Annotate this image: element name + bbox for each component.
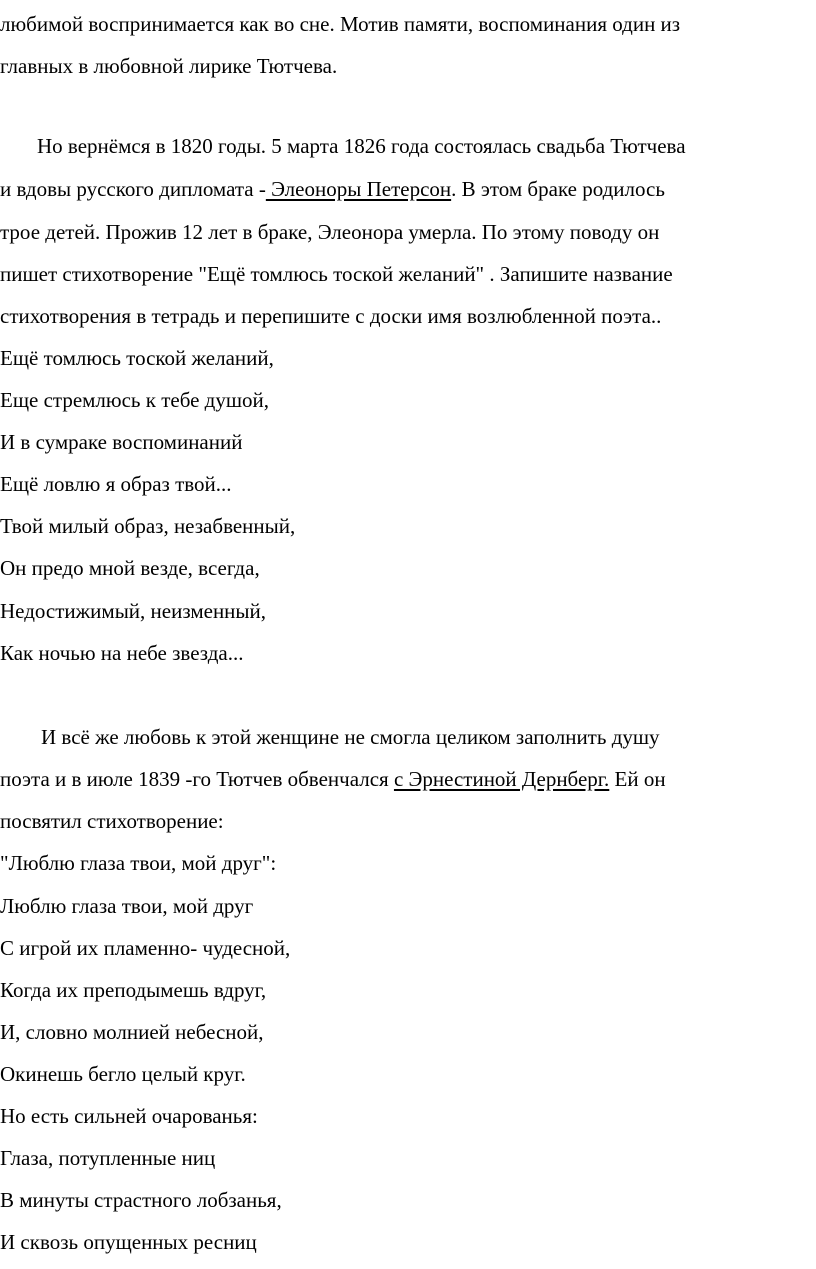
text-line: любимой воспринимается как во сне. Мотив памяти, воспоминания один из bbox=[0, 12, 681, 36]
text-line: посвятил стихотворение: bbox=[0, 809, 224, 833]
poem-line: И сквозь опущенных ресниц bbox=[0, 1230, 257, 1254]
text-line bbox=[0, 179, 665, 200]
text-line: стихотворения в тетрадь и перепишите с доски имя возлюбленной поэта.. bbox=[0, 304, 662, 328]
poem-line: Он предо мной везде, всегда, bbox=[0, 556, 260, 580]
poem-line: Твой милый образ, незабвенный, bbox=[0, 514, 296, 538]
text-span: Ей он bbox=[609, 767, 666, 791]
poem-line: Ещё ловлю я образ твой... bbox=[0, 472, 232, 496]
poem-line: Люблю глаза твои, мой друг bbox=[0, 894, 254, 918]
poem-line: Ещё томлюсь тоской желаний, bbox=[0, 346, 274, 370]
text-line: И всё же любовь к этой женщине не смогла целиком заполнить душу bbox=[41, 725, 660, 749]
poem-line: Но есть сильней очарованья: bbox=[0, 1104, 258, 1128]
text-line bbox=[0, 769, 666, 790]
text-line: главных в любовной лирике Тютчева. bbox=[0, 54, 338, 78]
poem-line: И в сумраке воспоминаний bbox=[0, 430, 243, 454]
poem-line: Глаза, потупленные ниц bbox=[0, 1146, 216, 1170]
poem-line: Когда их преподымешь вдруг, bbox=[0, 978, 267, 1002]
name-link-ernestina[interactable]: с Эрнестиной Дернберг. bbox=[393, 767, 610, 791]
name-link-eleonora[interactable]: Элеоноры Петерсон bbox=[265, 177, 452, 201]
poem-line: Окинешь бегло целый круг. bbox=[0, 1062, 246, 1086]
poem-line: Еще стремлюсь к тебе душой, bbox=[0, 388, 270, 412]
poem-line: И, словно молнией небесной, bbox=[0, 1020, 264, 1044]
text-span: поэта и в июле 1839 -го Тютчев обвенчался bbox=[0, 767, 394, 791]
text-line: пишет стихотворение "Ещё томлюсь тоской желаний" . Запишите название bbox=[0, 262, 673, 286]
text-span: . В этом браке родилось bbox=[451, 177, 665, 201]
poem-line: В минуты страстного лобзанья, bbox=[0, 1188, 282, 1212]
text-line: Но вернёмся в 1820 годы. 5 марта 1826 года состоялась свадьба Тютчева bbox=[37, 134, 686, 158]
text-line: трое детей. Прожив 12 лет в браке, Элеонора умерла. По этому поводу он bbox=[0, 220, 660, 244]
text-line: "Люблю глаза твои, мой друг": bbox=[0, 851, 277, 875]
poem-line: С игрой их пламенно- чудесной, bbox=[0, 936, 291, 960]
poem-line: Как ночью на небе звезда... bbox=[0, 641, 244, 665]
poem-line: Недостижимый, неизменный, bbox=[0, 599, 267, 623]
text-span: и вдовы русского дипломата - bbox=[0, 177, 266, 201]
